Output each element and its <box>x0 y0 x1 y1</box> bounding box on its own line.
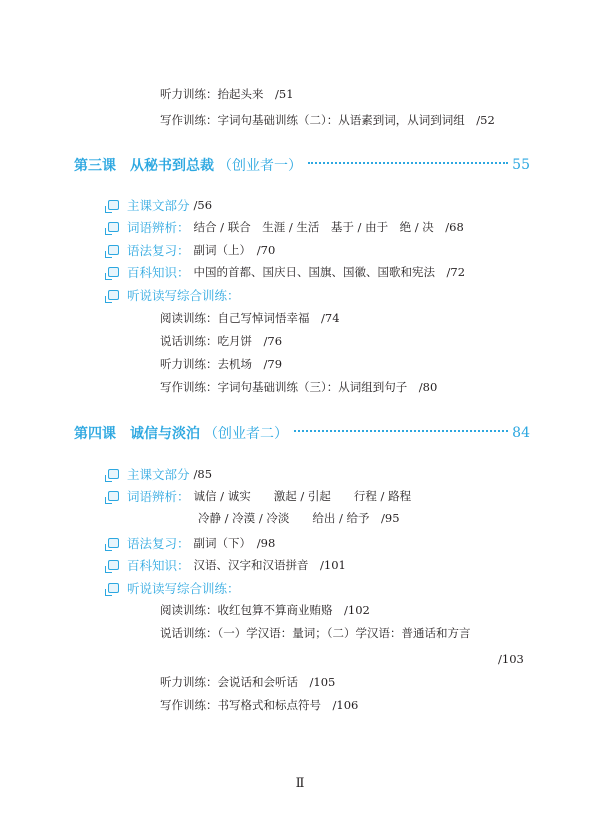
training-entry[interactable]: 说话训练：（一）学汉语：量词；（二）学汉语：普通话和方言 <box>160 626 471 640</box>
section-title: 听说读写综合训练： <box>127 581 240 596</box>
lesson-heading[interactable] <box>74 422 530 444</box>
training-entry[interactable]: 听力训练：去机场 /79 <box>160 357 283 371</box>
leader-dots <box>294 430 508 432</box>
section-box-icon <box>108 200 119 210</box>
toc-entry[interactable]: 听力训练：抬起头来 /51 <box>160 87 294 101</box>
leader-dots <box>308 162 508 164</box>
lesson-title: 第三课 从秘书到总裁 <box>74 158 214 174</box>
training-entry[interactable]: 写作训练：书写格式和标点符号 /106 <box>160 698 359 712</box>
section-entry[interactable] <box>108 263 465 281</box>
section-title: 词语辨析： <box>127 220 190 235</box>
lesson-page: 84 <box>512 425 530 441</box>
section-body: 副词（下） /98 <box>193 536 276 550</box>
section-title: 主课文部分 <box>127 467 190 482</box>
section-box-icon <box>108 538 119 548</box>
section-box-icon <box>108 583 119 593</box>
section-body: 中国的首都、国庆日、国旗、国徽、国歌和宪法 /72 <box>193 265 466 279</box>
lesson-subtitle: （创业者一） <box>218 158 302 174</box>
section-box-icon <box>108 267 119 277</box>
training-entry[interactable]: 阅读训练：自己写悼词悟幸福 /74 <box>160 311 340 325</box>
section-title: 听说读写综合训练： <box>127 288 240 303</box>
section-body: 诚信 / 诚实 激起 / 引起 行程 / 路程 <box>193 489 412 503</box>
training-entry[interactable]: 写作训练：字词句基础训练（三）：从词组到句子 /80 <box>160 380 438 394</box>
section-entry[interactable] <box>108 286 244 304</box>
section-box-icon <box>108 469 119 479</box>
section-body: 汉语、汉字和汉语拼音 /101 <box>193 558 346 572</box>
section-entry[interactable] <box>108 556 346 574</box>
lesson-heading[interactable] <box>74 154 530 176</box>
training-entry-page: /103 <box>498 652 524 666</box>
section-entry[interactable] <box>108 534 275 552</box>
section-entry[interactable] <box>108 465 212 483</box>
section-entry[interactable] <box>108 196 212 214</box>
section-title: 词语辨析： <box>127 489 190 504</box>
lesson-title: 第四课 诚信与淡泊 <box>74 426 200 442</box>
lesson-page: 55 <box>512 157 530 173</box>
section-box-icon <box>108 560 119 570</box>
section-title: 百科知识： <box>127 265 190 280</box>
training-entry[interactable]: 听力训练：会说话和会听话 /105 <box>160 675 336 689</box>
section-body: 副词（上） /70 <box>193 243 276 257</box>
section-body: 结合 / 联合 生涯 / 生活 基于 / 由于 绝 / 决 /68 <box>193 220 464 234</box>
section-box-icon <box>108 290 119 300</box>
section-title: 语法复习： <box>127 536 190 551</box>
training-entry[interactable]: 说话训练：吃月饼 /76 <box>160 334 283 348</box>
section-entry[interactable] <box>108 487 411 505</box>
section-box-icon <box>108 245 119 255</box>
section-box-icon <box>108 491 119 501</box>
section-body: /85 <box>193 467 213 481</box>
section-title: 主课文部分 <box>127 198 190 213</box>
section-title: 语法复习： <box>127 243 190 258</box>
training-entry[interactable]: 阅读训练：收红包算不算商业贿赂 /102 <box>160 603 370 617</box>
toc-entry[interactable]: 写作训练：字词句基础训练（二）：从语素到词，从词到词组 /52 <box>160 113 495 127</box>
section-body-continuation: 冷静 / 冷漠 / 冷淡 给出 / 给予 /95 <box>198 511 400 525</box>
section-title: 百科知识： <box>127 558 190 573</box>
section-box-icon <box>108 222 119 232</box>
section-entry[interactable] <box>108 241 275 259</box>
lesson-subtitle: （创业者二） <box>204 426 288 442</box>
page-number: Ⅱ <box>295 776 305 791</box>
section-body: /56 <box>193 198 213 212</box>
section-entry[interactable] <box>108 579 244 597</box>
section-entry[interactable] <box>108 218 464 236</box>
